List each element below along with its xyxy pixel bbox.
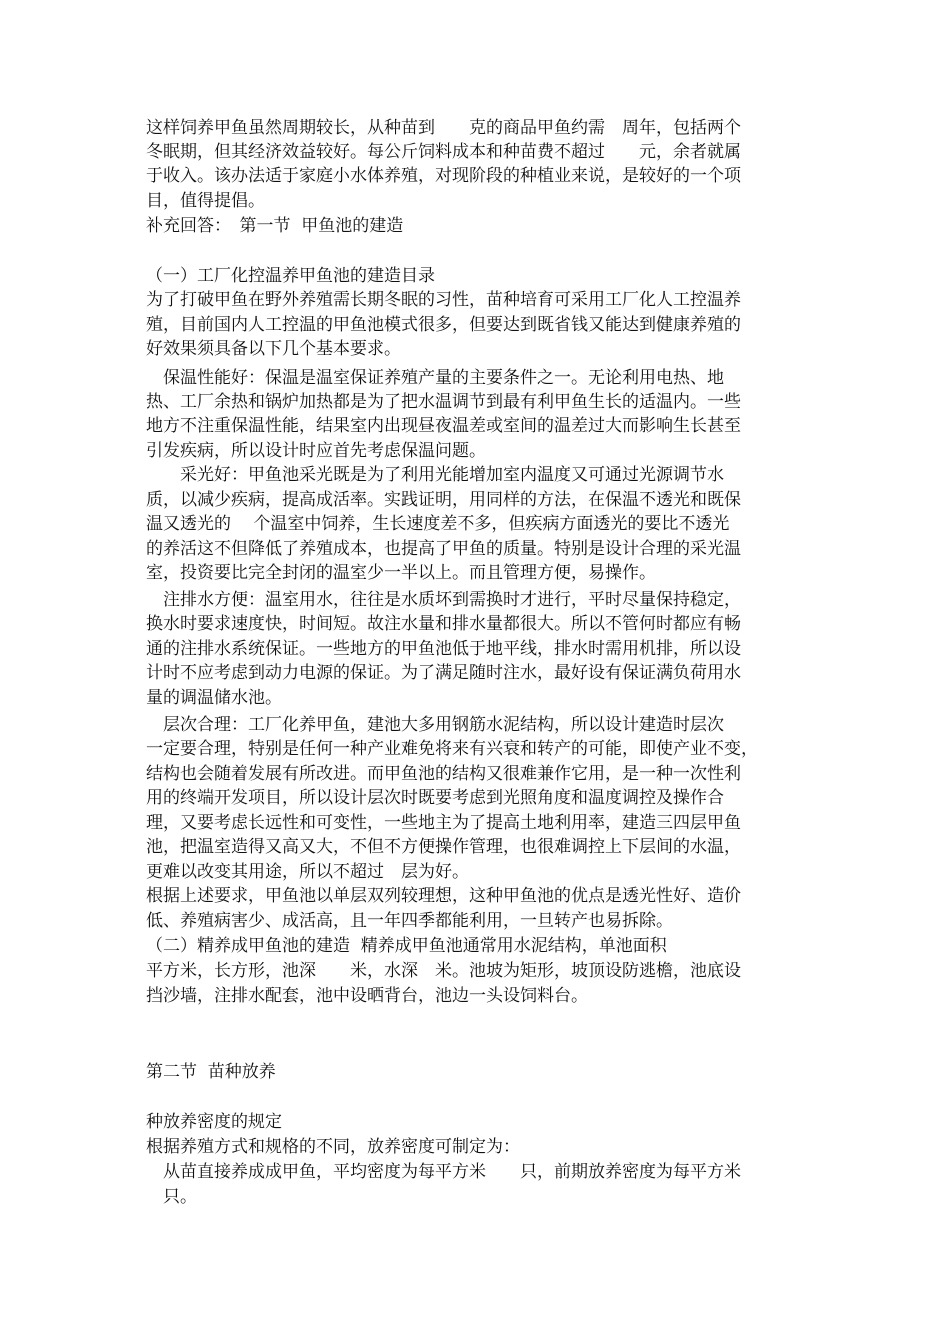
section-heading: 补充回答： 第一节 甲鱼池的建造	[146, 216, 404, 236]
text-line: 注排水方便：温室用水，往往是水质坏到需换时才进行，平时尽量保持稳定，	[146, 590, 741, 610]
text-line: 这样饲养甲鱼虽然周期较长，从种苗到 克的商品甲鱼约需 周年，包括两个	[146, 118, 741, 138]
text-line: 量的调温储水池。	[146, 688, 282, 708]
text-line: 好效果须具备以下几个基本要求。	[146, 339, 401, 359]
text-line: 理，又要考虑长远性和可变性，一些地主为了提高土地利用率，建造三四层甲鱼	[146, 813, 741, 833]
text-line: 室，投资要比完全封闭的温室少一半以上。而且管理方便，易操作。	[146, 563, 656, 583]
text-line: 引发疾病，所以设计时应首先考虑保温问题。	[146, 441, 486, 461]
text-line: 采光好：甲鱼池采光既是为了利用光能增加室内温度又可通过光源调节水	[146, 465, 724, 485]
text-line: 计时不应考虑到动力电源的保证。为了满足随时注水，最好设有保证满负荷用水	[146, 663, 741, 683]
text-line: 只。	[146, 1187, 197, 1207]
text-line: 从苗直接养成成甲鱼，平均密度为每平方米 只，前期放养密度为每平方米	[146, 1162, 741, 1182]
text-line: 目，值得提倡。	[146, 191, 265, 211]
text-line: 用的终端开发项目，所以设计层次时既要考虑到光照角度和温度调控及操作合	[146, 788, 724, 808]
text-line: 换水时要求速度快，时间短。故注水量和排水量都很大。所以不管何时都应有畅	[146, 614, 741, 634]
text-line: 根据养殖方式和规格的不同，放养密度可制定为：	[146, 1137, 520, 1157]
text-line: 低、养殖病害少、成活高，且一年四季都能利用，一旦转产也易拆除。	[146, 911, 673, 931]
text-line: 池，把温室造得又高又大，不但不方便操作管理，也很难调控上下层间的水温，	[146, 837, 741, 857]
text-line: 种放养密度的规定	[146, 1112, 282, 1132]
text-line: 更难以改变其用途，所以不超过 层为好。	[146, 862, 469, 882]
text-line: 根据上述要求，甲鱼池以单层双列较理想，这种甲鱼池的优点是透光性好、造价	[146, 886, 741, 906]
text-line: 挡沙墙，注排水配套，池中设晒背台，池边一头设饲料台。	[146, 986, 588, 1006]
text-line: 为了打破甲鱼在野外养殖需长期冬眠的习性，苗种培育可采用工厂化人工控温养	[146, 290, 741, 310]
section-heading: 第二节 苗种放养	[146, 1062, 276, 1082]
text-line: 质，以减少疾病，提高成活率。实践证明，用同样的方法，在保温不透光和既保	[146, 490, 741, 510]
text-line: 于收入。该办法适于家庭小水体养殖，对现阶段的种植业来说，是较好的一个项	[146, 166, 741, 186]
text-line: 冬眠期，但其经济效益较好。每公斤饲料成本和种苗费不超过 元，余者就属	[146, 142, 741, 162]
text-line: 保温性能好：保温是温室保证养殖产量的主要条件之一。无论利用电热、地	[146, 368, 724, 388]
text-line: 热、工厂余热和锅炉加热都是为了把水温调节到最有利甲鱼生长的适温内。一些	[146, 392, 741, 412]
text-line: 平方米，长方形，池深 米，水深 米。池坡为矩形，坡顶设防逃檐，池底设	[146, 961, 741, 981]
text-line: 通的注排水系统保证。一些地方的甲鱼池低于地平线，排水时需用机排，所以设	[146, 639, 741, 659]
text-line: 一定要合理，特别是任何一种产业难免将来有兴衰和转产的可能，即使产业不变，	[146, 739, 758, 759]
text-line: 殖，目前国内人工控温的甲鱼池模式很多，但要达到既省钱又能达到健康养殖的	[146, 315, 741, 335]
text-line: 温又透光的 个温室中饲养，生长速度差不多，但疾病方面透光的要比不透光	[146, 514, 730, 534]
text-line: 结构也会随着发展有所改进。而甲鱼池的结构又很难兼作它用，是一种一次性利	[146, 764, 741, 784]
text-line: 的养活这不但降低了养殖成本，也提高了甲鱼的质量。特别是设计合理的采光温	[146, 539, 741, 559]
text-line: 层次合理：工厂化养甲鱼，建池大多用钢筋水泥结构，所以设计建造时层次	[146, 715, 724, 735]
subsection-heading: （二）精养成甲鱼池的建造 精养成甲鱼池通常用水泥结构，单池面积	[146, 936, 667, 956]
text-line: 地方不注重保温性能，结果室内出现昼夜温差或室间的温差过大而影响生长甚至	[146, 416, 741, 436]
subsection-heading: （一）工厂化控温养甲鱼池的建造目录	[146, 266, 435, 286]
